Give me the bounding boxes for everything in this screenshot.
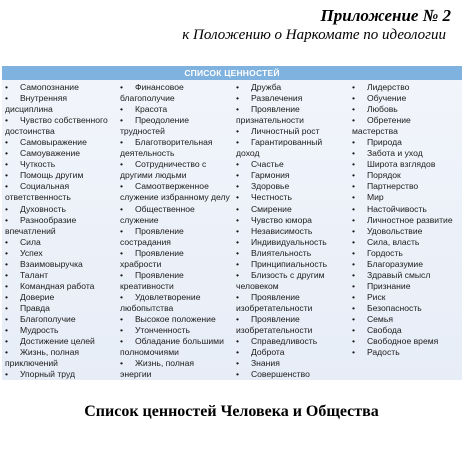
value-line: • Знания (236, 358, 280, 369)
value-line: • Обладание большими (120, 336, 224, 347)
values-table (2, 66, 462, 380)
value-line: • Достижение целей (5, 336, 95, 347)
value-line: • Развлечения (236, 93, 303, 104)
value-line: • Упорный труд (5, 369, 75, 380)
appendix-subtitle: к Положению о Наркомате по идеологии (182, 27, 446, 43)
value-line: • Семья (352, 313, 393, 324)
value-line: • Жизнь, полная (120, 358, 195, 369)
value-line: • Настойчивость (352, 203, 427, 214)
value-line: • Близость с другим (236, 269, 325, 280)
value-line: • Честность (236, 192, 292, 203)
value-line: • Правда (5, 302, 50, 313)
value-line: • Социальная (5, 181, 70, 192)
value-line: сострадания (120, 236, 171, 247)
value-line: деятельность (120, 148, 175, 159)
value-line: признательности (236, 115, 304, 126)
value-line: • Доброта (236, 347, 285, 358)
value-line: • Преодоление (120, 115, 189, 126)
value-line: • Проявление (120, 269, 184, 280)
value-line: • Забота и уход (352, 148, 423, 159)
value-line: • Индивидуальность (236, 236, 327, 247)
value-line: служение избранному делу (120, 192, 230, 203)
value-line: креативности (120, 280, 174, 291)
values-column-4 (352, 82, 462, 358)
value-line: • Сотрудничество с (120, 159, 207, 170)
value-line: • Красота (120, 104, 168, 115)
value-line: служение (120, 214, 159, 225)
value-line: • Доверие (5, 291, 55, 302)
value-line: • Партнерство (352, 181, 419, 192)
value-line: • Проявление (236, 291, 300, 302)
value-line: • Обретение (352, 115, 411, 126)
values-column-3 (236, 82, 352, 380)
value-line: • Самовыражение (5, 137, 87, 148)
value-line: трудностей (120, 126, 165, 137)
value-line: • Финансовое (120, 82, 184, 92)
value-line: • Талант (5, 269, 49, 280)
value-line: • Командная работа (5, 280, 95, 291)
value-line: • Влиятельность (236, 247, 312, 258)
value-line: • Проявление (120, 225, 184, 236)
value-line: другими людьми (120, 170, 187, 181)
value-line: • Справедливость (236, 336, 318, 347)
value-line: полномочиями (120, 347, 179, 358)
value-line: доход (236, 148, 260, 159)
value-line: • Сила (5, 236, 41, 247)
value-line: • Проявление (120, 247, 184, 258)
document-caption: Список ценностей Человека и Общества (84, 403, 379, 420)
value-line: • Гарантированный (236, 137, 323, 148)
value-line: • Личностное развитие (352, 214, 453, 225)
value-line: • Помощь другим (5, 170, 84, 181)
value-line: • Личностный рост (236, 126, 320, 137)
value-line: человеком (236, 280, 279, 291)
value-line: • Чуткость (5, 159, 56, 170)
value-line: • Счастье (236, 159, 284, 170)
value-line: • Взаимовыручка (5, 258, 83, 269)
value-line: достоинства (5, 126, 55, 137)
value-line: • Утонченность (120, 325, 191, 336)
value-line: • Самопознание (5, 82, 79, 92)
value-line: • Принципиальность (236, 258, 328, 269)
value-line: • Разнообразие (5, 214, 77, 225)
value-line: • Проявление (236, 104, 300, 115)
value-line: ответственность (5, 192, 71, 203)
value-line: • Гармония (236, 170, 290, 181)
value-line: • Радость (352, 347, 400, 358)
value-line: энергии (120, 369, 152, 380)
value-line: • Благоразумие (352, 258, 424, 269)
values-columns (2, 82, 462, 380)
value-line: • Лидерство (352, 82, 410, 92)
value-line: • Удовольствие (352, 225, 423, 236)
value-line: приключений (5, 358, 58, 369)
value-line: дисциплина (5, 104, 53, 115)
value-line: изобретательности (236, 325, 313, 336)
value-line: • Порядок (352, 170, 401, 181)
value-line: • Самоуважение (5, 148, 81, 159)
value-line: • Жизнь, полная (5, 347, 80, 358)
value-line: • Здравый смысл (352, 269, 431, 280)
value-line: храбрости (120, 258, 162, 269)
value-line: • Благополучие (5, 313, 76, 324)
value-line: • Обучение (352, 93, 407, 104)
value-line: • Смирение (236, 203, 292, 214)
appendix-title: Приложение № 2 (320, 6, 451, 25)
value-line: • Успех (5, 247, 43, 258)
value-line: • Благотворительная (120, 137, 213, 148)
value-line: • Совершенство (236, 369, 310, 380)
value-line: • Духовность (5, 203, 67, 214)
value-line: • Безопасность (352, 302, 422, 313)
value-line: • Внутренняя (5, 93, 68, 104)
value-line: • Независимость (236, 225, 313, 236)
value-line: любопытства (120, 302, 174, 313)
values-column-2 (120, 82, 238, 380)
value-line: • Природа (352, 137, 402, 148)
value-line: впечатлений (5, 225, 56, 236)
value-line: • Свободное время (352, 336, 439, 347)
value-line: • Широта взглядов (352, 159, 436, 170)
values-column-1 (5, 82, 117, 380)
value-line: • Дружба (236, 82, 282, 92)
value-line: • Гордость (352, 247, 403, 258)
value-line: • Риск (352, 291, 386, 302)
value-line: • Высокое положение (120, 313, 216, 324)
value-line: • Проявление (236, 313, 300, 324)
value-line: • Мир (352, 192, 384, 203)
value-line: • Общественное (120, 203, 195, 214)
value-line: • Удовлетворение (120, 291, 201, 302)
value-line: благополучие (120, 93, 175, 104)
value-line: • Любовь (352, 104, 398, 115)
value-line: • Самоотверженное (120, 181, 209, 192)
values-table-heading: СПИСОК ЦЕННОСТЕЙ (2, 66, 462, 80)
value-line: изобретательности (236, 302, 313, 313)
value-line: • Здоровье (236, 181, 290, 192)
value-line: • Сила, власть (352, 236, 420, 247)
value-line: • Мудрость (5, 325, 59, 336)
value-line: • Свобода (352, 325, 402, 336)
value-line: • Чувство собственного (5, 115, 108, 126)
value-line: мастерства (352, 126, 398, 137)
value-line: • Признание (352, 280, 411, 291)
value-line: • Чувство юмора (236, 214, 312, 225)
